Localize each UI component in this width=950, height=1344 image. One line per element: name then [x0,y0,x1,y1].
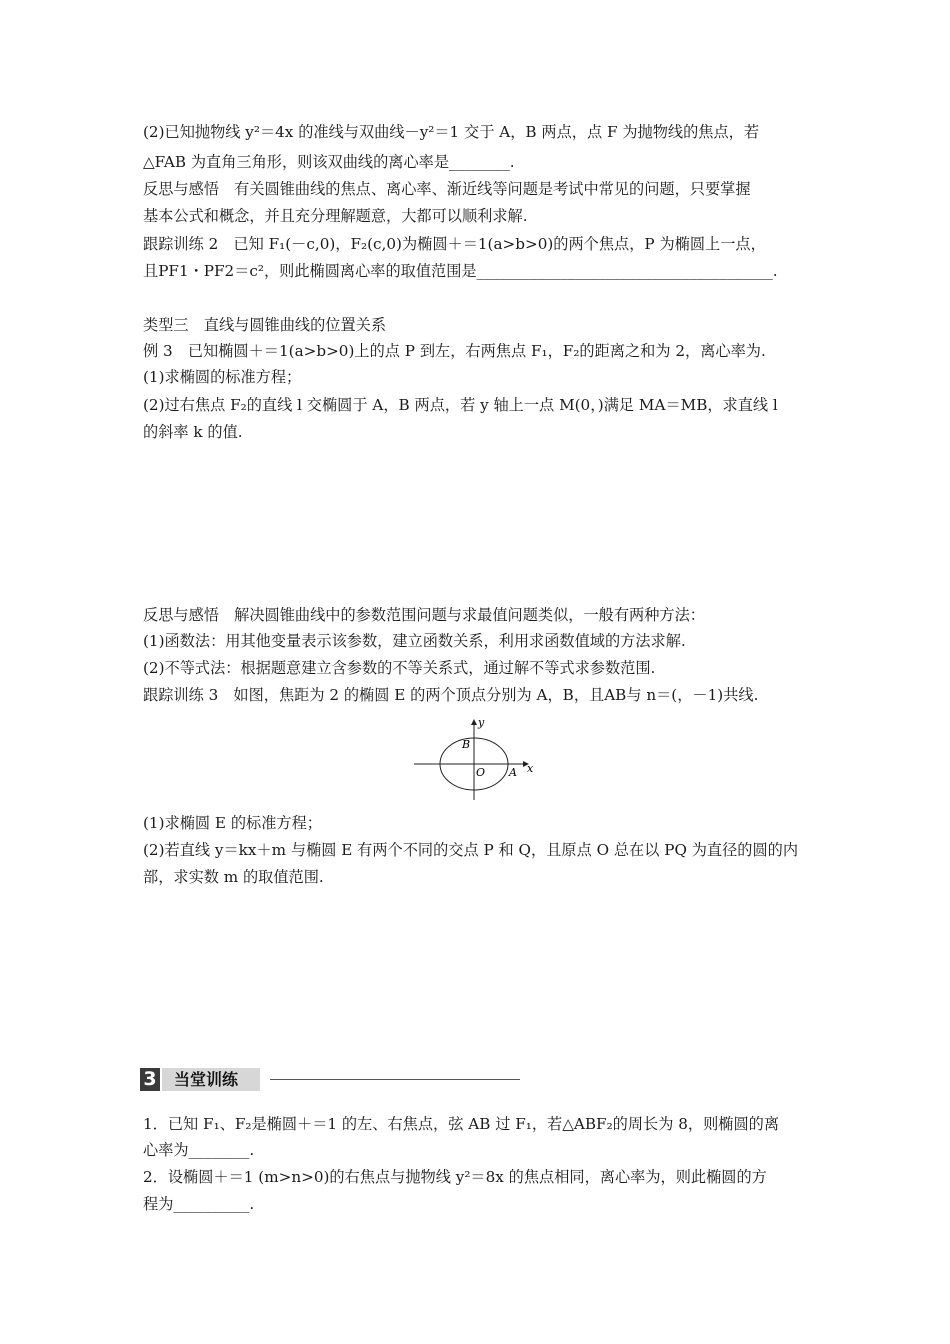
text-line: 类型三 直线与圆锥曲线的位置关系 [143,316,386,334]
y-label: y [478,716,485,729]
section-title: 当堂训练 [162,1068,260,1091]
text-line: 跟踪训练 2 已知 F₁(－c,0)，F₂(c,0)为椭圆＋＝1(a>b>0)的两个焦点，P 为椭圆上一点， [143,235,766,253]
text-line: △FAB 为直角三角形，则该双曲线的离心率是________. [143,153,515,171]
text-line: (1)求椭圆的标准方程； [143,368,302,386]
text-line: 例 3 已知椭圆＋＝1(a>b>0)上的点 P 到左，右两焦点 F₁，F₂的距离之和为 2，离心率为. [143,342,766,360]
text-line: (2)若直线 y＝kx＋m 与椭圆 E 有两个不同的交点 P 和 Q，且原点 O 总在以 PQ 为直径的圆的内 [143,841,799,859]
text-line: (2)已知抛物线 y²＝4x 的准线与双曲线－y²＝1 交于 A，B 两点，点 F 为抛物线的焦点，若 [143,123,760,141]
section-rule [270,1079,520,1080]
ellipse-diagram [410,716,536,802]
text-line: 且PF1・PF2＝c²，则此椭圆离心率的取值范围是_______________________________________. [143,262,778,280]
text-line: 程为__________. [143,1195,255,1213]
text-line: (2)不等式法：根据题意建立含参数的不等关系式，通过解不等式求参数范围. [143,659,656,677]
text-line: 2．设椭圆＋＝1 (m>n>0)的右焦点与抛物线 y²＝8x 的焦点相同，离心率为，则此椭圆的方 [143,1168,767,1186]
origin-label: O [476,766,486,779]
text-line: 跟踪训练 3 如图，焦距为 2 的椭圆 E 的两个顶点分别为 A，B，且AB与 n＝(，－1)共线. [143,686,759,704]
text-line: 的斜率 k 的值. [143,423,243,441]
text-line: (1)求椭圆 E 的标准方程； [143,814,322,832]
text-line: 心率为________. [143,1141,255,1159]
text-line: 部，求实数 m 的取值范围. [143,868,324,886]
section-header [140,1068,530,1092]
point-a-label: A [509,766,517,779]
text-line: 基本公式和概念，并且充分理解题意，大都可以顺利求解. [143,207,528,225]
text-line: 1．已知 F₁、F₂是椭圆＋＝1 的左、右焦点，弦 AB 过 F₁，若△ABF₂的周长为 8，则椭圆的离 [143,1115,780,1133]
text-line: (2)过右焦点 F₂的直线 l 交椭圆于 A，B 两点，若 y 轴上一点 M(0，)满足 MA＝MB，求直线 l [143,396,778,414]
x-label: x [527,762,534,775]
text-line: 反思与感悟 有关圆锥曲线的焦点、离心率、渐近线等问题是考试中常见的问题，只要掌握 [143,180,751,198]
text-line: 反思与感悟 解决圆锥曲线中的参数范围问题与求最值问题类似，一般有两种方法： [143,606,705,624]
text-line: (1)函数法：用其他变量表示该参数，建立函数关系，利用求函数值域的方法求解. [143,632,686,650]
point-b-label: B [462,738,471,751]
section-number: 3 [140,1068,160,1091]
